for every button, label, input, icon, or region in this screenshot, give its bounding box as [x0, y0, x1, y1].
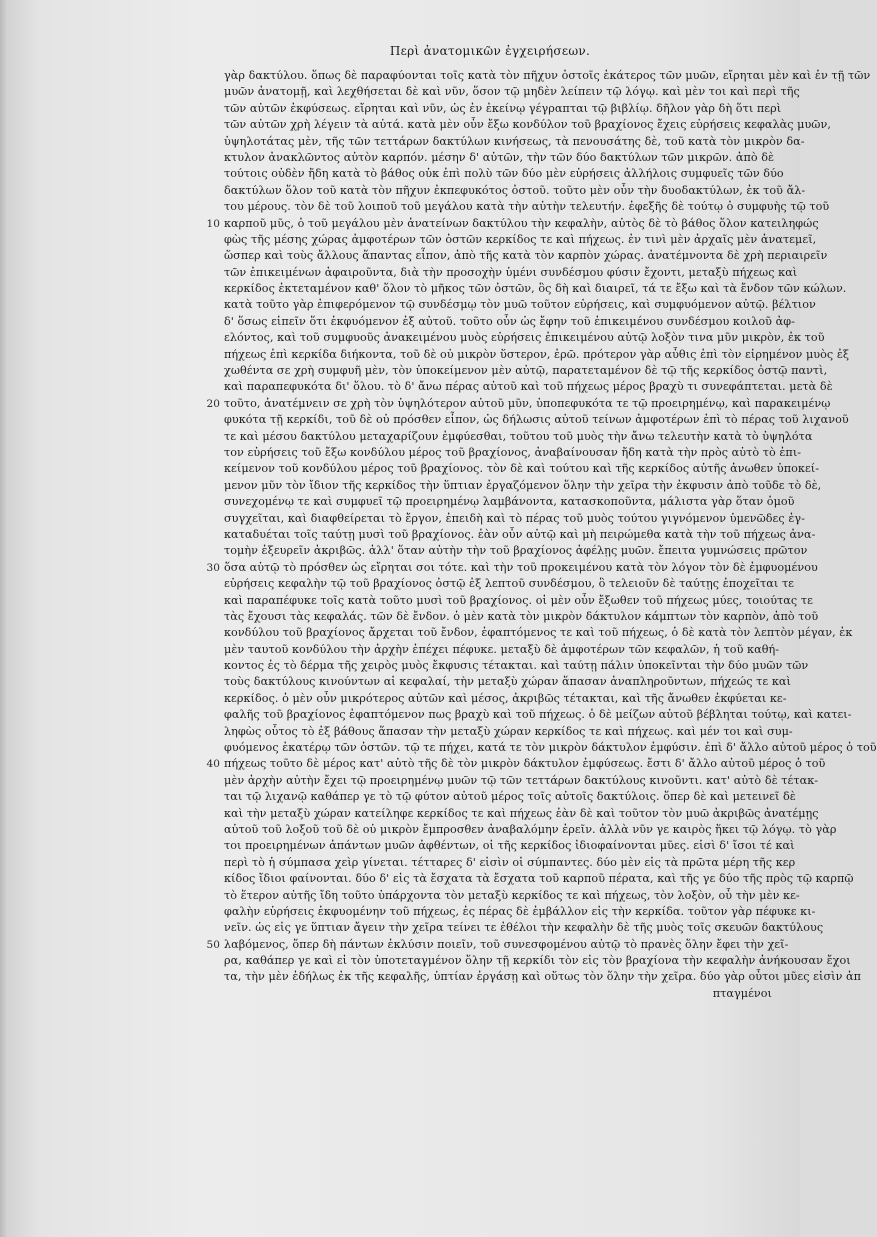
text-line [224, 183, 806, 199]
text-line-content: ὥσπερ καὶ τοὺς ἄλλους ἅπαντας εἶπον, ἀπὸ τῆς κατὰ τὸν καρπὸν χώρας. ἀνατέμνοντα δὲ χρὴ περιαιρεῖν [224, 249, 828, 263]
text-line [224, 199, 830, 215]
text-line [224, 986, 772, 1002]
text-line-content: συγχεῖται, καὶ διαφθείρεται τὸ ἔργον, ἐπειδὴ καὶ τὸ πέρας τοῦ μυὸς τούτου γιγνόμενον ὑμενῶδες ἐγ- [224, 511, 805, 525]
text-line-content: τῶν ἐπικειμένων ἀφαιροῦντα, διὰ τὴν προσοχὴν ὑμένι συνδέσμου φύσιν ἔχοντι, μεταξὺ πήχεως καὶ [224, 265, 798, 279]
text-line [206, 560, 818, 576]
text-line [224, 68, 871, 84]
text-line [224, 265, 798, 281]
text-line-content: μὲν ἀρχὴν αὐτὴν ἔχει τῷ προειρημένῳ μυῶν τῷ τῶν τεττάρων δακτύλους κινοῦντι. κατ' αὐτὸ δὲ τέτακ- [224, 773, 819, 787]
text-line-content: κατὰ τοῦτο γὰρ ἐπιφερόμενον τῷ συνδέσμῳ τὸν μυῶ τοῦτον εὑρήσεις, καὶ συμφυόμενον αὐτῷ. βέλτιον [224, 298, 816, 312]
text-line [224, 674, 791, 690]
text-line [224, 543, 808, 559]
text-line-content: ρα, καθάπερ γε καὶ εἰ τὸν ὑποτεταγμένον ὅλην τῇ κερκίδι τὸν εἰς τὸν βραχίονα τὴν κεφαλὴν ἀνήκουσαν ἔχοι [224, 954, 851, 968]
text-line-content: καρποῦ μῦς, ὁ τοῦ μεγάλου μὲν ἀνατείνων δακτύλου τὴν κεφαλὴν, αὐτὸς δὲ τὸ βάθος ὅλον κατειληφώς [224, 216, 819, 230]
page-gutter-shadow [0, 0, 8, 1237]
text-line [224, 494, 795, 510]
text-line [224, 150, 775, 166]
text-line-content: τοῦτο, ἀνατέμνειν σε χρὴ τὸν ὑψηλότερον αὐτοῦ μῦν, ὑποπεφυκότα τε τῷ προειρημένῳ, καὶ παρακειμένῳ [224, 396, 831, 410]
text-line-content: αὐτοῦ τοῦ λοξοῦ τοῦ δὲ οὐ μικρὸν ἔμπροσθεν ἀναβαλόμην ἐρεῖν. ἀλλὰ νῦν γε καιρὸς ἥκει τῷ λόγῳ. τὸ γὰρ [224, 822, 837, 836]
text-line-content: ελόντος, καὶ τοῦ συμφυοῦς ἀνακειμένου μυὸς εὑρήσεις ἐπικειμένου αὐτῷ λοξὸν τινα μῦν μικρὸν, ἐκ τοῦ [224, 331, 825, 345]
text-line-content: δ' ὅσως εἰπεῖν ὅτι ἐκφυόμενον ἐξ αὐτοῦ. τοῦτο οὖν ὡς ἔφην τοῦ ἐπικειμένου συνδέσμου κοιλοῦ ἀφ- [224, 314, 795, 328]
text-line [224, 232, 817, 248]
text-line [206, 396, 831, 412]
text-line-content: ται τῷ λιχανῷ καθάπερ γε τὸ τῷ φύτον αὐτοῦ μέρος τοῖς αὐτοῖς δακτύλοις. ὅπερ δὲ καὶ μετεινεῖ δὲ [224, 790, 796, 804]
text-line [224, 609, 819, 625]
text-line-content: φὼς τῆς μέσης χώρας ἀμφοτέρων τῶν ὀστῶν κερκίδος τε καὶ πήχεως. ἐν τινὶ μὲν ἀρχαῖς μὲν ἀνατεμεῖ, [224, 232, 817, 246]
text-line [224, 822, 837, 838]
text-line [224, 84, 800, 100]
text-line-content: φυκότα τῇ κερκίδι, τοῦ δὲ οὐ πρόσθεν εἶπον, ὡς δήλωσις αὐτοῦ τείνων ἀμφοτέρων ἐπὶ τὸ πέρας τοῦ λιχανοῦ [224, 413, 849, 427]
text-line-content: φυόμενος ἑκατέρῳ τῶν ὀστῶν. τῷ τε πήχει, κατά τε τὸν μικρὸν δάκτυλον ἐμφύσιν. ἐπὶ δ' ἄλλο αὐτοῦ μέρος ὁ τοῦ [224, 741, 877, 755]
text-line [224, 347, 850, 363]
text-line [224, 642, 780, 658]
text-line [224, 969, 862, 985]
text-line-content: τῶν αὐτῶν ἐκφύσεως. εἴρηται καὶ νῦν, ὡς ἐν ἐκείνῳ γέγραπται τῷ βιβλίῳ. δῆλον γὰρ δὴ ὅτι περὶ [224, 101, 782, 115]
text-line-content: πήχεως τοῦτο δὲ μέρος κατ' αὐτὸ τῆς δὲ τὸν μικρὸν δάκτυλον ἐμφύσεως. ἔστι δ' ἄλλο αὐτοῦ μέρος ὁ τοῦ [224, 757, 826, 771]
text-line-content: ὑψηλοτάτας μὲν, τῆς τῶν τεττάρων δακτύλων κινήσεως, τὰ πενουσάτης δὲ, τοῦ κατὰ τὸν μικρὸν δα- [224, 134, 805, 148]
text-line-content: τε καὶ μέσου δακτύλου μεταχαρίζουν ἐμφύεσθαι, τοῦτου τοῦ μυὸς τὴν ἄνω τελευτὴν κατὰ τὸ ὑψηλότα [224, 429, 813, 443]
text-line-content: κίδος ἴδιοι φαίνονται. δύο δ' εἰς τὰ ἔσχατα τὰ ἔσχατα τοῦ καρποῦ πέρατα, καὶ τῆς γε δύο τῆς πρὸς τῷ καρπῷ [224, 872, 854, 886]
text-line [224, 445, 802, 461]
text-line-content: εὑρήσεις κεφαλὴν τῷ τοῦ βραχίονος ὀστῷ ἐξ λεπτοῦ συνδέσμου, ὃ τελειοῦν δὲ ταύτῃς ἐποχεῖται τε [224, 577, 795, 591]
text-line [224, 134, 805, 150]
text-line [224, 297, 816, 313]
text-line-content: μὲν ταυτοῦ κονδύλου τὴν ἀρχὴν ἐπέχει πέφυκε. μεταξὺ δὲ ἀμφοτέρων τῶν κεφαλῶν, ἡ τοῦ καθή- [224, 642, 780, 656]
text-line [224, 461, 820, 477]
text-line-content: περὶ τὸ ἡ σύμπασα χεὶρ γίνεται. τέτταρες δ' εἰσὶν οἱ σύμπαντες. δύο μὲν εἰς τὰ πρῶτα μέρη τῆς κερ [224, 855, 796, 869]
text-line [224, 953, 851, 969]
text-line-content: κονδύλου τοῦ βραχίονος ἄρχεται τοῦ ἔνδον, ἐφαπτόμενος τε καὶ τοῦ πήχεως, ὁ δὲ κατὰ τὸν λεπτὸν μέγαν, ἐκ [224, 626, 853, 640]
text-line [206, 937, 789, 953]
text-line [224, 740, 877, 756]
text-line-content: καταδυέται τοῖς ταύτῃ μυσὶ τοῦ βραχίονος. ἐὰν οὖν αὐτῷ καὶ μὴ πειρώμεθα κατὰ τὴν τοῦ πήχεως ἀνα- [224, 527, 816, 541]
text-line-content: φαλὴν εὑρήσεις ἐκφυομένην τοῦ πήχεως, ἐς πέρας δὲ ἐμβάλλον εἰς τὴν κερκίδα. τοῦτον γὰρ πέφυκε κι- [224, 904, 816, 918]
text-line [206, 216, 819, 232]
text-line-content: χωθέντα σε χρὴ συμφυῆ μὲν, τὸν ὑποκείμενον μὲν αὐτῷ, παρατεταμένον δὲ τῷ τῆς κερκίδος ὀστῷ παντὶ, [224, 364, 828, 378]
text-line-content: καὶ τὴν μεταξὺ χώραν κατείληφε κερκίδος τε καὶ πήχεως ἐὰν δὲ καὶ τοῦτον τὸν μυῶ ἀκριβῶς ἀνατέμῃς [224, 806, 819, 820]
text-line [224, 724, 793, 740]
text-line [224, 855, 796, 871]
text-line-content: πήχεως ἐπὶ κερκίδα διήκοντα, τοῦ δὲ οὐ μικρὸν ὕστερον, ἐρῶ. πρότερον γὰρ αὖθις ἐπὶ τὸν εἰρημένον μυὸς ἐξ [224, 347, 850, 361]
text-line-content: πταγμένοι [712, 986, 772, 1000]
text-line [224, 478, 822, 494]
text-line [224, 117, 831, 133]
text-line [224, 691, 787, 707]
text-line-content: κοντος ἐς τὸ δέρμα τῆς χειρὸς μυὸς ἔκφυσις τέτακται. καὶ ταύτῃ πάλιν ὑποκεῖνται τὴν δύο μυῶν τῶν [224, 659, 809, 673]
text-line-content: τον εὑρήσεις τοῦ ἔξω κονδύλου μέρος τοῦ βραχίονος, ἀναβαίνουσαν ἤδη κατὰ τὴν πρὸς αὐτὸ τὸ ἐπι- [224, 445, 802, 459]
text-line-content: τῶν αὐτῶν χρὴ λέγειν τὰ αὐτά. κατὰ μὲν οὖν ἔξω κονδύλον τοῦ βραχίονος ἔχεις εὑρήσεις κεφαλὰς μυῶν, [224, 118, 831, 132]
text-line [224, 920, 824, 936]
text-line-content: νεῖν. ὡς εἰς γε ὕπτιαν ἄγειν τὴν χεῖρα τείνει τε ἐθέλοι τὴν κεφαλὴν δὲ τῆς μυὸς τοῖς σκευῶν δακτύλους [224, 921, 824, 935]
text-line-content: τοὺς δακτύλους κινούντων αἱ κεφαλαί, τὴν μεταξὺ χώραν ἅπασαν ἀναπληροῦντων, πήχεώς τε καὶ [224, 675, 791, 689]
text-line [206, 756, 826, 772]
text-line [224, 101, 782, 117]
text-line-content: τοι προειρημένων ἁπάντων μυῶν ἀφθέντων, οἱ τῆς κερκίδος ἰδιοφαίνονται μῦες. εἰσὶ δ' ἴσοι τέ καὶ [224, 839, 795, 853]
text-line-content: καὶ παραπεφυκότα δι' ὅλου. τὸ δ' ἄνω πέρας αὐτοῦ καὶ τοῦ πήχεως μέρος βραχὺ τι συνεφάπτεται. μετὰ δὲ [224, 380, 833, 394]
text-line-content: ληφὼς οὗτος τὸ ἐξ βάθους ἅπασαν τὴν μεταξὺ χώραν κερκίδος τε καὶ πήχεως. καὶ μέν τοι καὶ συμ- [224, 724, 793, 738]
text-line [224, 166, 784, 182]
text-line-content: τὰς ἔχουσι τὰς κεφαλάς. τῶν δὲ ἔνδον. ὁ μὲν κατὰ τὸν μικρὸν δάκτυλον κάμπτων τὸν καρπὸν, ἀπὸ τοῦ [224, 609, 819, 623]
text-line-content: δακτύλων ὅλον τοῦ κατὰ τὸν πῆχυν ἐκπεφυκότος ὀστοῦ. τοῦτο μὲν οὖν τὴν δυοδακτύλων, ἐκ τοῦ ἄλ- [224, 183, 806, 197]
text-line [224, 314, 795, 330]
text-line [224, 363, 828, 379]
text-line-content: μυῶν ἀνατομῇ, καὶ λεχθήσεται δὲ καὶ νῦν, ὅσον τῷ μηδὲν λείπειν τῷ λόγῳ. καὶ μὲν τοι καὶ περὶ τῆς [224, 85, 800, 99]
text-line-content: κερκίδος. ὁ μὲν οὖν μικρότερος αὐτῶν καὶ μέσος, ἀκριβῶς τέτακται, καὶ τῆς ἄνωθεν ἐκφύεται κε- [224, 691, 787, 705]
text-line-content: καὶ παραπέφυκε τοῖς κατὰ τοῦτο μυσὶ τοῦ βραχίονος. οἱ μὲν οὖν ἔξωθεν τοῦ πήχεως μύες, τοιούτας τε [224, 593, 813, 607]
margin-line-number: 40 [206, 758, 220, 771]
text-line-content: κερκίδος ἐκτεταμένον καθ' ὅλον τὸ μῆκος τῶν ὀστῶν, ὃς δὴ καὶ διαιρεῖ, τά τε ἔξω καὶ τὰ ἔνδον τῶν κώλων. [224, 282, 847, 296]
text-line-content: γὰρ δακτύλου. ὅπως δὲ παραφύονται τοῖς κατὰ τὸν πῆχυν ὀστοῖς ἑκάτερος τῶν μυῶν, εἴρηται μὲν καὶ ἐν τῇ τῶν [224, 69, 871, 82]
text-line-content: κτυλον ἀνακλῶντος αὐτὸν καρπόν. μέσην δ' αὐτῶν, τὴν τῶν δύο δακτύλων τῶν μικρῶν. ἀπὸ δὲ [224, 150, 775, 164]
running-header: Περὶ ἀνατομικῶν ἐγχειρήσεων. [389, 44, 591, 58]
text-line [224, 576, 795, 592]
text-line [224, 806, 819, 822]
text-line [224, 527, 816, 543]
text-line-content: λαβόμενος, ὅπερ δὴ πάντων ἐκλύσιν ποιεῖν, τοῦ συνεσφομένου αὐτῷ τὸ πρανὲς ὅλην ἔφει τὴν χεῖ- [224, 937, 789, 951]
text-line [224, 248, 828, 264]
text-line [224, 789, 796, 805]
text-line [224, 871, 854, 887]
text-line-content: μενον μῦν τὸν ἴδιον τῆς κερκίδος τὴν ὕπτιαν ἐργαζόμενον ὅλην τὴν χεῖρα τὴν ἐκφυσιν ἀπὸ τοῦδε τὸ δὲ, [224, 478, 822, 492]
text-line [224, 511, 805, 527]
text-line [224, 429, 813, 445]
text-line-content: τούτοις οὐδὲν ἤδη κατὰ τὸ βάθος οὐκ ἐπὶ πολὺ τῶν δύο μὲν εὑρήσεις ἀλλήλοις συμφυεῖς τῶν δύο [224, 167, 784, 181]
text-line-content: ὅσα αὐτῷ τὸ πρόσθεν ὡς εἴρηται σοι τότε. καὶ τὴν τοῦ προκειμένου κατὰ τὸν λόγον τὸν δὲ ἐμφυομένου [224, 560, 818, 574]
text-line [224, 904, 816, 920]
text-line-content: κείμενον τοῦ κονδύλου μέρος τοῦ βραχίονος. τὸν δὲ καὶ τούτου καὶ τῆς κερκίδος αὐτῆς ἀνωθεν ὑποκεί- [224, 462, 820, 476]
margin-line-number: 30 [206, 561, 220, 574]
text-line-content: του μέρους. τὸν δὲ τοῦ λοιποῦ τοῦ μεγάλου κατὰ τὴν αὐτὴν τελευτήν. ἐφεξῆς δὲ τούτῳ ὁ συμφυὴς τῷ τοῦ [224, 200, 830, 214]
text-line [224, 838, 795, 854]
text-line [224, 593, 813, 609]
text-line-content: συνεχομένῳ τε καὶ συμφυεῖ τῷ προειρημένῳ λαμβάνοντα, κατασκοποῦντα, μάλιστα γὰρ ὅταν ὁμοῦ [224, 495, 795, 509]
text-line-content: τομὴν ἐξευρεῖν ἀκριβῶς. ἀλλ' ὅταν αὐτὴν τὴν τοῦ βραχίονος ἀφέλῃς μυῶν. ἔπειτα γυμνώσεις πρῶτον [224, 544, 808, 558]
text-line [224, 773, 819, 789]
text-line [224, 379, 833, 395]
main-text-block [206, 68, 877, 1002]
text-line [224, 412, 849, 428]
text-line [224, 281, 847, 297]
text-line-content: τα, τὴν μὲν ἐδήλως ἐκ τῆς κεφαλῆς, ὑπτίαν ἐργάσῃ καὶ οὕτως τὸν ὅλην τὴν χεῖρα. δύο γὰρ οὗτοι μῦες εἰσὶν ἀπ [224, 970, 862, 984]
text-line [224, 330, 825, 346]
margin-line-number: 20 [206, 397, 220, 410]
text-line-content: τὸ ἕτερον αὐτῆς ἴδη τοῦτο ὑπάρχοντα τὸν μεταξὺ κερκίδος τε καὶ πήχεως, τὸν λοξὸν, οὗ τὴν μὲν κε- [224, 888, 800, 902]
text-line [224, 658, 809, 674]
text-line [224, 888, 800, 904]
text-line-content: φαλῆς τοῦ βραχίονος ἐφαπτόμενον πως βραχὺ καὶ τοῦ πήχεως. ὁ δὲ μείζων αὐτοῦ βέβληται τούτῳ, καὶ κατει- [224, 708, 852, 722]
text-line [224, 625, 853, 641]
margin-line-number: 50 [206, 938, 220, 951]
text-line [224, 707, 852, 723]
margin-line-number: 10 [206, 217, 220, 230]
